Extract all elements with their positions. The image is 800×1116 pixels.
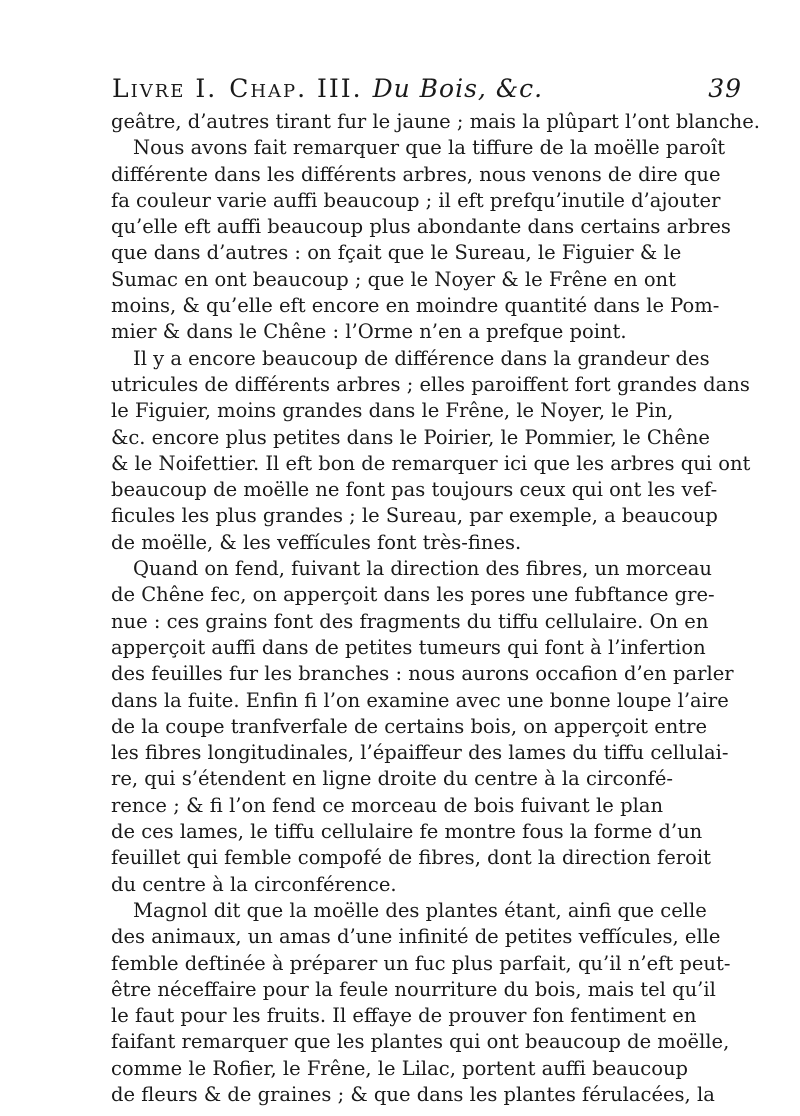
- text-line: comme le Rofier, le Frêne, le Lilac, portent auffi beaucoup: [111, 1056, 689, 1080]
- text-line: utricules de différents arbres ; elles paroiffent fort grandes dans: [111, 372, 750, 396]
- text-line: geâtre, d’autres tirant fur le jaune ; mais la plûpart l’ont blanche.: [111, 110, 760, 133]
- text-line: &c. encore plus petites dans le Poirier, le Pommier, le Chêne: [111, 425, 710, 449]
- text-line: & le Noifettier. Il eft bon de remarquer ici que les arbres qui ont: [111, 451, 751, 475]
- text-line: dans la fuite. Enfin fi l’on examine avec une bonne loupe l’aire: [111, 688, 729, 712]
- text-line: qu’elle eft auffi beaucoup plus abondante dans certains arbres: [111, 215, 731, 239]
- text-line: moins, & qu’elle eft encore en moindre quantité dans le Pom-: [111, 294, 720, 318]
- text-line: de ces lames, le tiffu cellulaire fe montre fous la forme d’un: [111, 820, 703, 844]
- book-label: Livre I.: [112, 74, 218, 103]
- text-line: des animaux, un amas d’une infinité de petites veffícules, elle: [111, 925, 721, 949]
- text-line: Quand on fend, fuivant la direction des fibres, un morceau: [133, 557, 712, 581]
- text-line: différente dans les différents arbres, nous venons de dire que: [111, 162, 721, 186]
- text-line: Nous avons fait remarquer que la tiffure de la moëlle paroît: [133, 136, 726, 160]
- body-text: [111, 109, 760, 1108]
- chapter-label: Chap. III.: [229, 74, 363, 103]
- text-line: fa couleur varie auffi beaucoup ; il eft prefqu’inutile d’ajouter: [111, 188, 721, 212]
- running-header: [112, 74, 742, 108]
- subject-label: Du Bois, &c.: [372, 74, 544, 103]
- text-line: de moëlle, & les veffícules font très-fines.: [111, 530, 522, 554]
- text-line: de Chêne fec, on apperçoit dans les pores une fubftance gre-: [111, 583, 715, 607]
- text-line: faifant remarquer que les plantes qui ont beaucoup de moëlle,: [111, 1030, 730, 1054]
- running-head: [112, 74, 543, 103]
- text-line: être néceffaire pour la feule nourriture du bois, mais tel qu’il: [111, 977, 716, 1001]
- text-line: re, qui s’étendent en ligne droite du centre à la circonfé-: [111, 767, 674, 791]
- text-line: rence ; & fi l’on fend ce morceau de bois fuivant le plan: [111, 793, 663, 817]
- text-line: beaucoup de moëlle ne font pas toujours ceux qui ont les vef-: [111, 478, 718, 502]
- text-line: que dans d’autres : on fçait que le Sureau, le Figuier & le: [111, 241, 682, 265]
- text-line: mier & dans le Chêne : l’Orme n’en a prefque point.: [111, 320, 627, 344]
- text-line: ficules les plus grandes ; le Sureau, par exemple, a beaucoup: [111, 504, 718, 528]
- text-line: Sumac en ont beaucoup ; que le Noyer & le Frêne en ont: [111, 267, 676, 291]
- text-line: de la coupe tranfverfale de certains bois, on apperçoit entre: [111, 714, 707, 738]
- text-line: apperçoit auffi dans de petites tumeurs qui font à l’infertion: [111, 635, 706, 659]
- text-line: le faut pour les fruits. Il effaye de prouver fon fentiment en: [111, 1004, 697, 1028]
- text-line: des feuilles fur les branches : nous aurons occafion d’en parler: [111, 662, 734, 686]
- text-line: le Figuier, moins grandes dans le Frêne, le Noyer, le Pin,: [111, 399, 674, 423]
- text-line: Magnol dit que la moëlle des plantes étant, ainfi que celle: [133, 898, 707, 922]
- text-line: du centre à la circonférence.: [111, 872, 397, 896]
- text-line: les fibres longitudinales, l’épaiffeur des lames du tiffu cellulai-: [111, 741, 729, 765]
- text-line: nue : ces grains font des fragments du tiffu cellulaire. On en: [111, 609, 709, 633]
- page-number: 39: [708, 74, 742, 103]
- text-line: Il y a encore beaucoup de différence dans la grandeur des: [133, 346, 710, 370]
- text-line: de fleurs & de graines ; & que dans les plantes férulacées, la: [111, 1082, 715, 1106]
- text-line: femble deftinée à préparer un fuc plus parfait, qu’il n’eft peut-: [111, 951, 731, 975]
- text-line: feuillet qui femble compofé de fibres, dont la direction feroit: [111, 846, 711, 870]
